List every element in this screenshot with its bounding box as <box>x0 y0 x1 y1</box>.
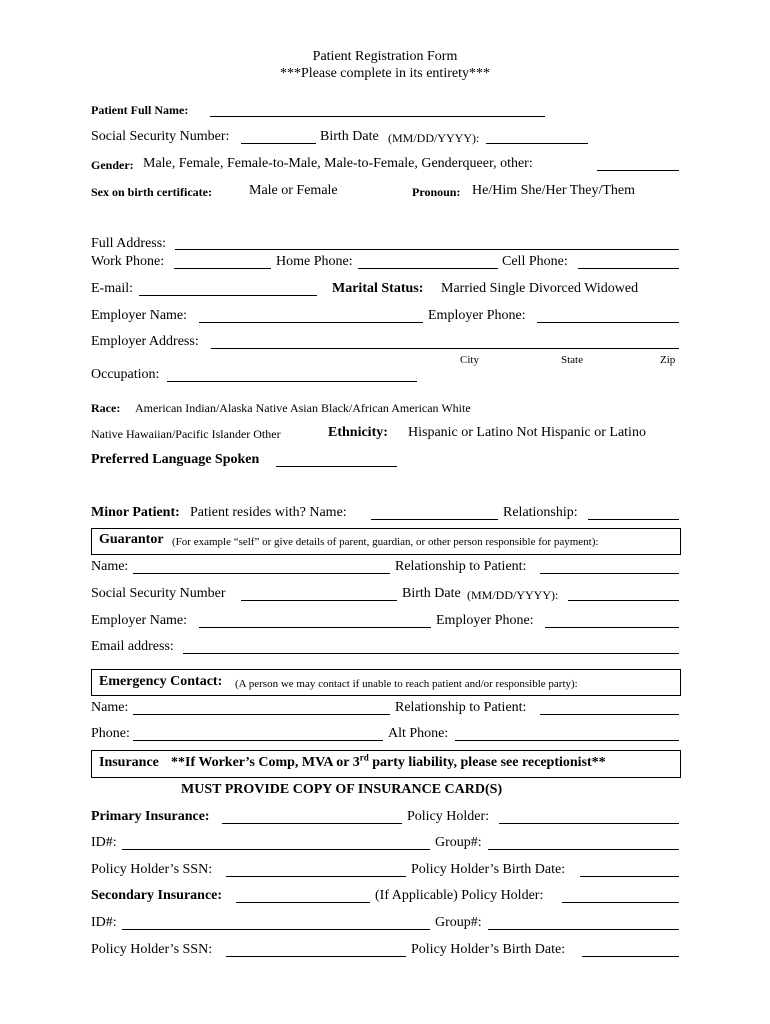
race-options-row2[interactable]: Native Hawaiian/Pacific Islander Other <box>91 427 281 441</box>
full-address-label: Full Address: <box>91 236 167 251</box>
full-address-field[interactable] <box>175 249 679 250</box>
employer-address-field[interactable] <box>211 348 679 349</box>
guarantor-ssn-field[interactable] <box>241 600 397 601</box>
cell-phone-field[interactable] <box>578 268 679 269</box>
primary-insurance-label: Primary Insurance: <box>91 809 210 824</box>
work-phone-label: Work Phone: <box>91 254 165 269</box>
primary-id-label: ID#: <box>91 835 117 850</box>
minor-relationship-field[interactable] <box>588 519 679 520</box>
insurance-title: Insurance <box>99 755 159 770</box>
guarantor-title: Guarantor <box>99 532 164 547</box>
marital-status-options[interactable]: Married Single Divorced Widowed <box>441 281 639 296</box>
insurance-card-notice: MUST PROVIDE COPY OF INSURANCE CARD(S) <box>181 782 503 797</box>
guarantor-email-field[interactable] <box>183 653 679 654</box>
guarantor-employer-phone-label: Employer Phone: <box>436 613 534 628</box>
guarantor-employer-phone-field[interactable] <box>545 627 679 628</box>
cell-phone-label: Cell Phone: <box>502 254 568 269</box>
insurance-note: **If Worker’s Comp, MVA or 3rd party liability, please see receptionist** <box>171 752 606 770</box>
emergency-phone-label: Phone: <box>91 726 130 741</box>
emergency-contact-title: Emergency Contact: <box>99 674 223 689</box>
primary-holder-ssn-field[interactable] <box>226 876 406 877</box>
marital-status-label: Marital Status: <box>332 281 424 296</box>
secondary-policy-holder-label: (If Applicable) Policy Holder: <box>375 888 544 903</box>
emergency-contact-note: (A person we may contact if unable to reach patient and/or responsible party): <box>235 678 578 690</box>
work-phone-field[interactable] <box>174 268 271 269</box>
patient-full-name-field[interactable] <box>210 116 545 117</box>
primary-group-field[interactable] <box>488 849 679 850</box>
secondary-insurance-label: Secondary Insurance: <box>91 888 223 903</box>
preferred-language-label: Preferred Language Spoken <box>91 452 260 467</box>
race-label: Race: <box>91 401 121 415</box>
primary-holder-birth-date-label: Policy Holder’s Birth Date: <box>411 862 566 877</box>
form-title: Patient Registration Form <box>312 49 458 64</box>
guarantor-relationship-field[interactable] <box>540 573 679 574</box>
pronoun-label: Pronoun: <box>412 185 461 199</box>
minor-resides-label: Patient resides with? Name: <box>190 505 347 520</box>
primary-group-label: Group#: <box>435 835 482 850</box>
guarantor-employer-name-field[interactable] <box>199 627 431 628</box>
gender-label: Gender: <box>91 158 134 172</box>
gender-options[interactable]: Male, Female, Female-to-Male, Male-to-Female, Genderqueer, other: <box>143 156 533 171</box>
secondary-group-label: Group#: <box>435 915 482 930</box>
guarantor-note: (For example “self” or give details of parent, guardian, or other person responsible for payment): <box>172 536 599 548</box>
birth-date-label: Birth Date <box>320 129 379 144</box>
ssn-field[interactable] <box>241 143 316 144</box>
secondary-holder-birth-date-field[interactable] <box>582 956 679 957</box>
guarantor-email-label: Email address: <box>91 639 174 654</box>
ssn-label: Social Security Number: <box>91 129 230 144</box>
guarantor-name-label: Name: <box>91 559 129 574</box>
secondary-id-field[interactable] <box>122 929 430 930</box>
sex-birth-certificate-label: Sex on birth certificate: <box>91 185 212 199</box>
guarantor-birth-date-label: Birth Date <box>402 586 461 601</box>
primary-id-field[interactable] <box>122 849 430 850</box>
emergency-alt-phone-field[interactable] <box>455 740 679 741</box>
email-label: E-mail: <box>91 281 133 296</box>
minor-relationship-label: Relationship: <box>503 505 578 520</box>
pronoun-options[interactable]: He/Him She/Her They/Them <box>472 183 636 198</box>
secondary-policy-holder-field[interactable] <box>562 902 679 903</box>
secondary-holder-ssn-label: Policy Holder’s SSN: <box>91 942 213 957</box>
zip-caption: Zip <box>660 354 676 366</box>
ethnicity-options[interactable]: Hispanic or Latino Not Hispanic or Latino <box>408 425 646 440</box>
occupation-label: Occupation: <box>91 367 160 382</box>
guarantor-ssn-label: Social Security Number <box>91 586 226 601</box>
home-phone-field[interactable] <box>358 268 498 269</box>
birth-date-field[interactable] <box>486 143 588 144</box>
guarantor-relationship-label: Relationship to Patient: <box>395 559 527 574</box>
occupation-field[interactable] <box>167 381 417 382</box>
employer-name-field[interactable] <box>199 322 423 323</box>
primary-holder-ssn-label: Policy Holder’s SSN: <box>91 862 213 877</box>
preferred-language-field[interactable] <box>276 466 397 467</box>
guarantor-employer-name-label: Employer Name: <box>91 613 188 628</box>
emergency-phone-field[interactable] <box>133 740 383 741</box>
emergency-alt-phone-label: Alt Phone: <box>388 726 449 741</box>
sex-options[interactable]: Male or Female <box>249 183 338 198</box>
employer-phone-field[interactable] <box>537 322 679 323</box>
guarantor-name-field[interactable] <box>133 573 390 574</box>
form-subtitle: ***Please complete in its entirety*** <box>280 66 490 81</box>
secondary-insurance-field[interactable] <box>236 902 370 903</box>
employer-name-label: Employer Name: <box>91 308 188 323</box>
primary-policy-holder-label: Policy Holder: <box>407 809 490 824</box>
primary-policy-holder-field[interactable] <box>499 823 679 824</box>
secondary-id-label: ID#: <box>91 915 117 930</box>
guarantor-birth-date-field[interactable] <box>568 600 679 601</box>
emergency-relationship-label: Relationship to Patient: <box>395 700 527 715</box>
birth-date-format: (MM/DD/YYYY): <box>388 131 480 145</box>
emergency-name-field[interactable] <box>133 714 390 715</box>
primary-insurance-field[interactable] <box>222 823 402 824</box>
employer-phone-label: Employer Phone: <box>428 308 526 323</box>
email-field[interactable] <box>139 295 317 296</box>
guarantor-birth-date-format: (MM/DD/YYYY): <box>467 588 559 602</box>
emergency-relationship-field[interactable] <box>540 714 679 715</box>
patient-full-name-label: Patient Full Name: <box>91 103 189 117</box>
emergency-name-label: Name: <box>91 700 129 715</box>
secondary-group-field[interactable] <box>488 929 679 930</box>
primary-holder-birth-date-field[interactable] <box>580 876 679 877</box>
gender-other-field[interactable] <box>597 170 679 171</box>
city-caption: City <box>460 354 479 366</box>
secondary-holder-birth-date-label: Policy Holder’s Birth Date: <box>411 942 566 957</box>
home-phone-label: Home Phone: <box>276 254 353 269</box>
minor-patient-label: Minor Patient: <box>91 505 180 520</box>
employer-address-label: Employer Address: <box>91 334 199 349</box>
secondary-holder-ssn-field[interactable] <box>226 956 406 957</box>
ethnicity-label: Ethnicity: <box>328 425 388 440</box>
minor-resides-name-field[interactable] <box>371 519 498 520</box>
state-caption: State <box>561 354 583 366</box>
race-options-row1[interactable]: American Indian/Alaska Native Asian Black/African American White <box>135 401 471 415</box>
